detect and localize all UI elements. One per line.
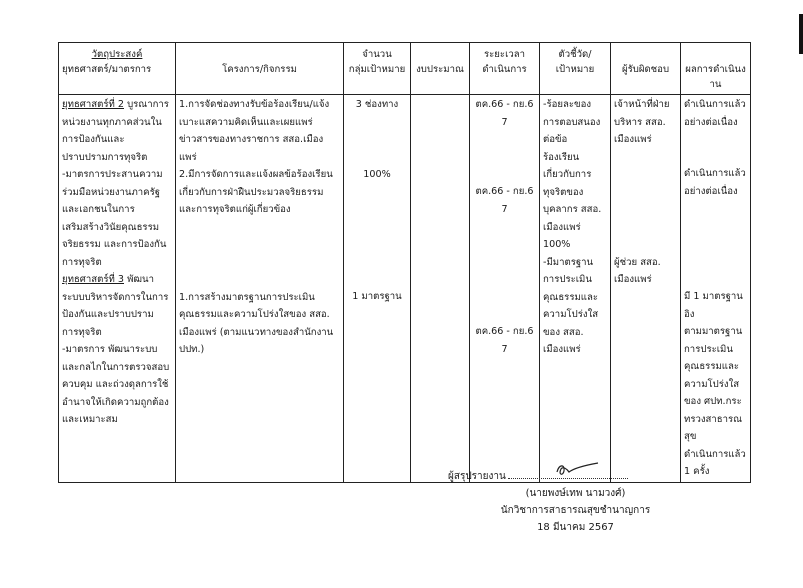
project-text-line: 1.การจัดช่องทางรับข้อร้องเรียน/แจ้ง [179, 99, 330, 110]
result-cell [681, 95, 751, 483]
project-text-line: คุณธรรมและความโปร่งใสของ สสอ. [179, 309, 330, 320]
strategy-text-line: ปราบปรามการทุจริต [62, 151, 148, 163]
table-row [59, 95, 751, 483]
result-text-line: อย่างต่อเนื่อง [684, 185, 738, 197]
header-objective-sub: ยุทธศาสตร์/มาตรการ [62, 64, 152, 75]
indicator-text-line: บุคลากร สสอ. [543, 204, 602, 215]
header-result [681, 43, 751, 95]
signature-label: ผู้สรุปรายงาน [448, 471, 506, 482]
header-indicator [540, 43, 611, 95]
handwritten-signature [553, 460, 603, 480]
target-count-cell [344, 95, 411, 483]
strategy-text-line: บูรณาการ [127, 99, 169, 110]
strategy-2-title: ยุทธศาสตร์ที่ 2 [62, 99, 124, 110]
result-text-line: ทรวงสาธารณสุข [684, 413, 743, 442]
budget-cell [411, 95, 470, 483]
owner-text-line: เมืองแพร่ [614, 134, 652, 145]
header-budget-label: งบประมาณ [416, 64, 464, 75]
indicator-text-line: ของ สสอ. [543, 326, 584, 338]
header-period-line2: ดำเนินการ [482, 64, 527, 75]
period-cell [470, 95, 540, 483]
target-count-value: 3 ช่องทาง [355, 99, 399, 110]
indicator-text-line: ต่อข้อ [543, 134, 568, 145]
indicator-text-line: เกี่ยวกับการ [543, 169, 592, 180]
result-text-line: มี 1 มาตรฐานอิง [684, 291, 743, 320]
header-result-label: ผลการดำเนินงาน [685, 64, 746, 90]
owner-text-line: ผู้ช่วย สสอ. [614, 256, 661, 268]
project-text-line: เกี่ยวกับการฝ่าฝืนประมวลจริยธรรม [179, 186, 324, 198]
strategy-text-line: ระบบบริหารจัดการในการ [62, 291, 169, 303]
project-text-line: และการทุจริตแก่ผู้เกี่ยวข้อง [179, 204, 291, 215]
indicator-text-line: คุณธรรมและ [543, 291, 599, 303]
result-text-line: อย่างต่อเนื่อง [684, 116, 738, 128]
target-count-value: 1 มาตรฐาน [352, 291, 402, 302]
period-value: ตค.66 - กย.67 [475, 99, 534, 128]
target-count-value: 100% [363, 168, 391, 180]
indicator-text-line: การประเมิน [543, 274, 592, 285]
strategy-text-line: และกลไกในการตรวจสอบ [62, 361, 170, 373]
strategy-text-line: การทุจริต [62, 256, 102, 268]
header-project [176, 43, 344, 95]
signature-block [448, 468, 678, 536]
strategy-text-line: และเอกชนในการ [62, 204, 135, 215]
result-text-line: ความโปร่งใส [684, 378, 740, 390]
result-text-line: คุณธรรมและ [684, 361, 740, 372]
header-owner-label: ผู้รับผิดชอบ [621, 64, 670, 75]
strategy-text-line: หน่วยงานทุกภาคส่วนใน [62, 116, 162, 128]
strategy-text-line: อำนาจให้เกิดความถูกต้อง [62, 396, 169, 408]
objective-cell [59, 95, 176, 483]
result-text-line: ของ ศปท.กระ [684, 396, 742, 407]
signer-name: (นายพงษ์เทพ นามวงศ์) [525, 488, 626, 499]
strategy-text-line: การป้องกันและ [62, 134, 125, 145]
owner-text-line: เมืองแพร่ [614, 274, 652, 285]
strategy-3-title: ยุทธศาสตร์ที่ 3 [62, 274, 124, 285]
header-period [470, 43, 540, 95]
header-objective-title: วัตถุประสงค์ [91, 49, 143, 60]
result-text-line: ดำเนินการแล้ว [684, 99, 746, 110]
owner-cell [611, 95, 681, 483]
project-text-line: 2.มีการจัดการและแจ้งผลข้อร้องเรียน [179, 169, 333, 180]
strategy-text-line: ป้องกันและปราบปราม [62, 309, 154, 320]
project-cell [176, 95, 344, 483]
result-text-line: 1 ครั้ง [684, 466, 710, 477]
header-owner [611, 43, 681, 95]
owner-text-line: บริหาร สสอ. [614, 116, 666, 128]
indicator-cell [540, 95, 611, 483]
project-text-line: เมืองแพร่ (ตามแนวทางของสำนักงาน [179, 326, 334, 338]
header-indicator-line2: เป้าหมาย [555, 64, 595, 75]
table-header-row [59, 43, 751, 95]
project-text-line: เบาะแสความคิดเห็นและเผยแพร่ [179, 116, 313, 128]
indicator-text-line: ความโปร่งใส [543, 309, 599, 320]
header-count-line1: จำนวน [362, 49, 392, 60]
page-edge-mark [799, 14, 803, 54]
header-count [344, 43, 411, 95]
header-count-line2: กลุ่มเป้าหมาย [348, 64, 406, 75]
project-text-line: แพร่ [179, 151, 197, 163]
strategy-text-line: ร่วมมือหน่วยงานภาครัฐ [62, 186, 161, 198]
strategy-text-line: การทุจริต [62, 326, 102, 338]
header-indicator-line1: ตัวชี้วัด/ [558, 49, 592, 60]
operation-plan-table [58, 42, 751, 483]
indicator-text-line: เมืองแพร่ [543, 344, 581, 355]
result-text-line: ดำเนินการแล้ว [684, 168, 746, 179]
owner-text-line: เจ้าหน้าที่ฝ่าย [614, 99, 670, 110]
strategy-text-line: ควบคุม และถ่วงดุลการใช้ [62, 379, 169, 390]
indicator-text-line: -มีมาตรฐาน [543, 256, 594, 268]
strategy-text-line: และเหมาะสม [62, 414, 118, 425]
signature-date: 18 มีนาคม 2567 [537, 522, 614, 533]
header-budget [411, 43, 470, 95]
header-period-line1: ระยะเวลา [483, 49, 525, 60]
signer-position: นักวิชาการสาธารณสุขชำนาญการ [500, 505, 651, 516]
header-project-label: โครงการ/กิจกรรม [222, 64, 297, 75]
indicator-text-line: การตอบสนอง [543, 116, 601, 128]
strategy-text-line: -มาตรการประสานความ [62, 169, 163, 180]
strategy-text-line: เสริมสร้างวินัยคุณธรรม [62, 221, 160, 233]
result-text-line: ตามมาตรฐาน [684, 326, 743, 337]
indicator-text-line: 100% [543, 239, 571, 250]
project-text-line: ข่าวสารของทางราชการ สสอ.เมือง [179, 134, 324, 145]
header-objective [59, 43, 176, 95]
indicator-text-line: เมืองแพร่ [543, 221, 581, 233]
indicator-text-line: ทุจริตของ [543, 186, 584, 198]
result-text-line: ดำเนินการแล้ว [684, 448, 746, 460]
result-text-line: การประเมิน [684, 343, 733, 355]
strategy-text-line: จริยธรรม และการป้องกัน [62, 239, 167, 250]
project-text-line: ปปท.) [179, 344, 205, 355]
period-value: ตค.66 - กย.67 [475, 186, 534, 215]
period-value: ตค.66 - กย.67 [475, 326, 534, 355]
project-text-line: 1.การสร้างมาตรฐานการประเมิน [179, 291, 315, 303]
indicator-text-line: -ร้อยละของ [543, 99, 592, 110]
indicator-text-line: ร้องเรียน [543, 151, 580, 163]
strategy-text-line: พัฒนา [127, 274, 154, 285]
strategy-text-line: -มาตรการ พัฒนาระบบ [62, 344, 158, 355]
